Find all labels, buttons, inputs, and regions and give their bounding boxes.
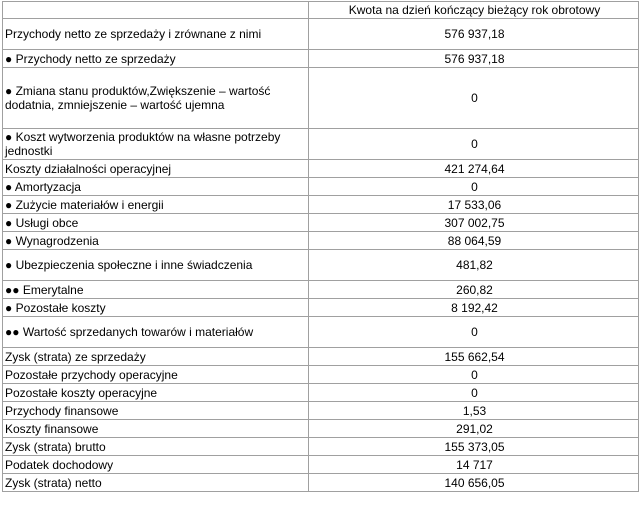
table-row <box>3 68 639 129</box>
row-label: ● Zużycie materiałów i energii <box>3 196 309 214</box>
row-value: 155 373,05 <box>309 438 639 456</box>
table-row <box>3 250 639 281</box>
row-value: 155 662,54 <box>309 348 639 366</box>
row-value: 307 002,75 <box>309 214 639 232</box>
row-label: ●● Emerytalne <box>3 281 309 299</box>
row-label: Przychody finansowe <box>3 402 309 420</box>
row-label: ● Usługi obce <box>3 214 309 232</box>
row-value: 421 274,64 <box>309 160 639 178</box>
row-label: ● Amortyzacja <box>3 178 309 196</box>
header-value-cell: Kwota na dzień kończący bieżący rok obrotowy <box>309 2 639 19</box>
row-label: ●● Wartość sprzedanych towarów i materiałów <box>3 317 309 348</box>
row-label: Koszty działalności operacyjnej <box>3 160 309 178</box>
row-value: 0 <box>309 384 639 402</box>
table-row <box>3 178 639 196</box>
row-value: 576 937,18 <box>309 19 639 50</box>
row-value: 17 533,06 <box>309 196 639 214</box>
row-value: 0 <box>309 129 639 160</box>
row-label: ● Ubezpieczenia społeczne i inne świadczenia <box>3 250 309 281</box>
row-value: 14 717 <box>309 456 639 474</box>
table-row <box>3 50 639 68</box>
row-value: 0 <box>309 317 639 348</box>
table-row <box>3 438 639 456</box>
header-label-cell <box>3 2 309 19</box>
row-value: 0 <box>309 178 639 196</box>
row-label: Zysk (strata) ze sprzedaży <box>3 348 309 366</box>
row-label: Zysk (strata) netto <box>3 474 309 492</box>
financial-report-table <box>2 1 639 492</box>
table-row <box>3 474 639 492</box>
row-value: 8 192,42 <box>309 299 639 317</box>
row-value: 260,82 <box>309 281 639 299</box>
table-row <box>3 281 639 299</box>
row-label: Podatek dochodowy <box>3 456 309 474</box>
row-label: Pozostałe koszty operacyjne <box>3 384 309 402</box>
row-value: 0 <box>309 366 639 384</box>
row-label: Zysk (strata) brutto <box>3 438 309 456</box>
table-row <box>3 214 639 232</box>
row-label: ● Wynagrodzenia <box>3 232 309 250</box>
row-value: 481,82 <box>309 250 639 281</box>
header-row <box>3 2 639 19</box>
table-row <box>3 384 639 402</box>
row-value: 140 656,05 <box>309 474 639 492</box>
row-label: ● Zmiana stanu produktów,Zwiększenie – wartość dodatnia, zmniejszenie – wartość ujemna <box>3 68 309 129</box>
row-value: 291,02 <box>309 420 639 438</box>
row-value: 1,53 <box>309 402 639 420</box>
row-label: ● Koszt wytworzenia produktów na własne potrzeby jednostki <box>3 129 309 160</box>
row-label: Pozostałe przychody operacyjne <box>3 366 309 384</box>
table-row <box>3 160 639 178</box>
row-label: ● Przychody netto ze sprzedaży <box>3 50 309 68</box>
table-row <box>3 19 639 50</box>
table-row <box>3 232 639 250</box>
table-row <box>3 299 639 317</box>
table-row <box>3 129 639 160</box>
table-row <box>3 366 639 384</box>
table-row <box>3 317 639 348</box>
table-row <box>3 402 639 420</box>
row-label: Koszty finansowe <box>3 420 309 438</box>
table-row <box>3 348 639 366</box>
table-row <box>3 196 639 214</box>
row-label: ● Pozostałe koszty <box>3 299 309 317</box>
row-value: 576 937,18 <box>309 50 639 68</box>
row-value: 0 <box>309 68 639 129</box>
table-row <box>3 456 639 474</box>
row-label: Przychody netto ze sprzedaży i zrównane z nimi <box>3 19 309 50</box>
row-value: 88 064,59 <box>309 232 639 250</box>
table-row <box>3 420 639 438</box>
